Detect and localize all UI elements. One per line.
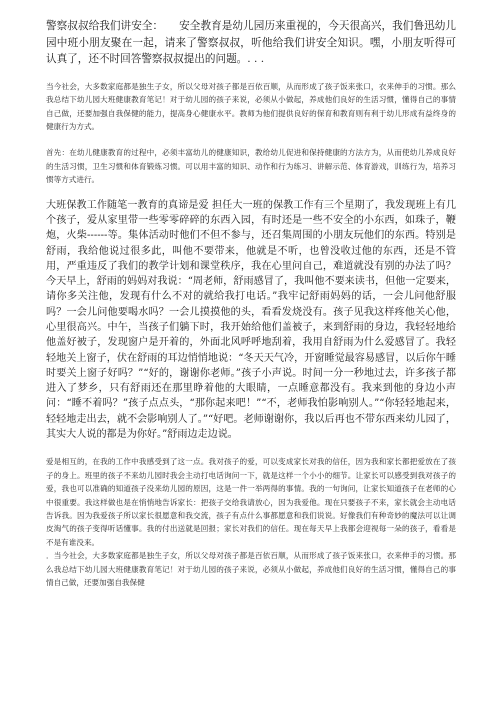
paragraph-teaching-essay: 大班保教工作随笔一教育的真谛是爱 担任大一班的保教工作有三个星期了，我发现班上有几个孩子，爱从家里带一些零零碎碎的东西入园，有时还是一些不安全的小东西，如珠子，鞭炮，火柴------等。集体活动时他们不但不参与，还召集周围的小朋友玩他们的东西。特别是舒雨，我给他说过很多此，叫他不要带来，他就是不听，也曾没收过他的东西，还是不管用，严重违反了我们的教学计划和课堂秩序，我在心里问自己，难道就没有别的办法了吗？今天早上，舒雨的妈妈对我说：“周老师，舒雨感冒了，我叫他不要来读书，但他一定要来，请你多关注他，发现有什么不对的就给我打电话。”我牢记舒雨妈妈的话，一会儿问他舒服吗？一会儿问他要喝水吗？一会儿摸摸他的头，看看发烧没有。孩子见我这样疼他关心他，心里很高兴。中午，当孩子们躺下时，我开始给他们盖被子，来到舒雨的身边，我轻轻地给他盖好被子，发现窗户是开着的，外面北风呼呼地刮着，我用自舒雨为什么爱感冒了。我轻轻地关上窗子，伏在舒雨的耳边悄悄地说：“冬天天气冷，开窗睡觉最容易感冒，以后你午睡时要关上窗子好吗？”“好的，谢谢你老师。”孩子小声说。时间一分一秒地过去，许多孩子都进入了梦乡，只有舒雨还在那里睁着他的大眼睛，一点睡意都没有。我来到他的身边小声问：“睡不着吗？”孩子点点头，“那你起来吧！”“不，老师我怕影响别人。”“你轻轻地起来，轻轻地走出去，就不会影响别人了。”“好吧。老师谢谢你，我以后再也不带东西来幼儿园了，其实大人说的都是为你好。”舒雨边走边说。 (46, 199, 456, 441)
paragraph-health-habits: 当今社会，大多数家庭都是独生子女，所以父母对孩子都是百依百顺，从而形成了孩子饭来张口，衣来伸手的习惯。那么我总结下幼儿园大班健康教育笔记！对于幼儿园的孩子来说，必须从小做起，养成他们良好的生活习惯，懂得自己的事情自己做，还要加强自我保健的能力，提高身心健康水平。教师为他们提供良好的保育和教育则有利于幼儿形成有益终身的健康行为方式。 (46, 81, 456, 131)
paragraph-safety-talk: 警察叔叔给我们讲安全： 安全教育是幼儿园历来重视的，今天很高兴，我们鲁迅幼儿园中班小朋友聚在一起，请来了警察叔叔，听他给我们讲安全知识。嘿，小朋友听得可认真了，还不时回答警察叔叔提出的问题。. . . (46, 20, 456, 66)
paragraph-love-is-mutual: 爱是相互的，在我的工作中我感受到了这一点。我对孩子的爱，可以变成家长对我的信任，因为我和家长都把爱放在了孩子的身上。班里的孩子不来幼儿园时我会主动打电话询问一下，就是这样一个小小的细节。让家长可以感受到我对孩子的爱，我也可以准确的知道孩子没来幼儿园的原因，这是一件一举两得的事情。我的一句询问，让家长知道孩子在老师的心中很重要。我这样做也是在悄悄地告诉家长：把孩子交给我请放心，因为我爱他。现在只要孩子不来，家长就会主动电话告诉我。因为我爱孩子所以家长很愿意和我交流，孩子有点什么事都愿意和我们说说。好像我们有种奇妙的魔法可以让调皮淘气的孩子变得听话懂事。我的付出送就是回报；家长对我们的信任。现在每天早上我都会迎视每一朵的孩子，看看是不是有谁没来。 (46, 457, 456, 547)
paragraph-spacer (46, 187, 456, 198)
paragraph-spacer (46, 68, 456, 80)
paragraph-spacer (46, 442, 456, 455)
paragraph-health-habits-repeat: ．当今社会，大多数家庭都是独生子女，所以父母对孩子都是百依百顺，从而形成了孩子饭来张口，衣来伸手的习惯。那么我总结下幼儿园大班健康教育笔记！对于幼儿园的孩子来说，必须从小做起，养成他们良好的生活习惯，懂得自己的事情自己做，还要加强自我保健 (46, 551, 456, 588)
paragraph-spacer (46, 133, 456, 146)
document-page (46, 18, 456, 589)
paragraph-health-methods: 首先：在幼儿健康教育的过程中，必须丰富幼儿的健康知识，教给幼儿促进和保持健康的方法方为，从而使幼儿养成良好的生活习惯，卫生习惯和体育锻炼习惯。可以用丰富的知识、动作和行为练习、讲解示范、体育游戏，训练行为，培养习惯等方式进行。 (46, 148, 456, 185)
